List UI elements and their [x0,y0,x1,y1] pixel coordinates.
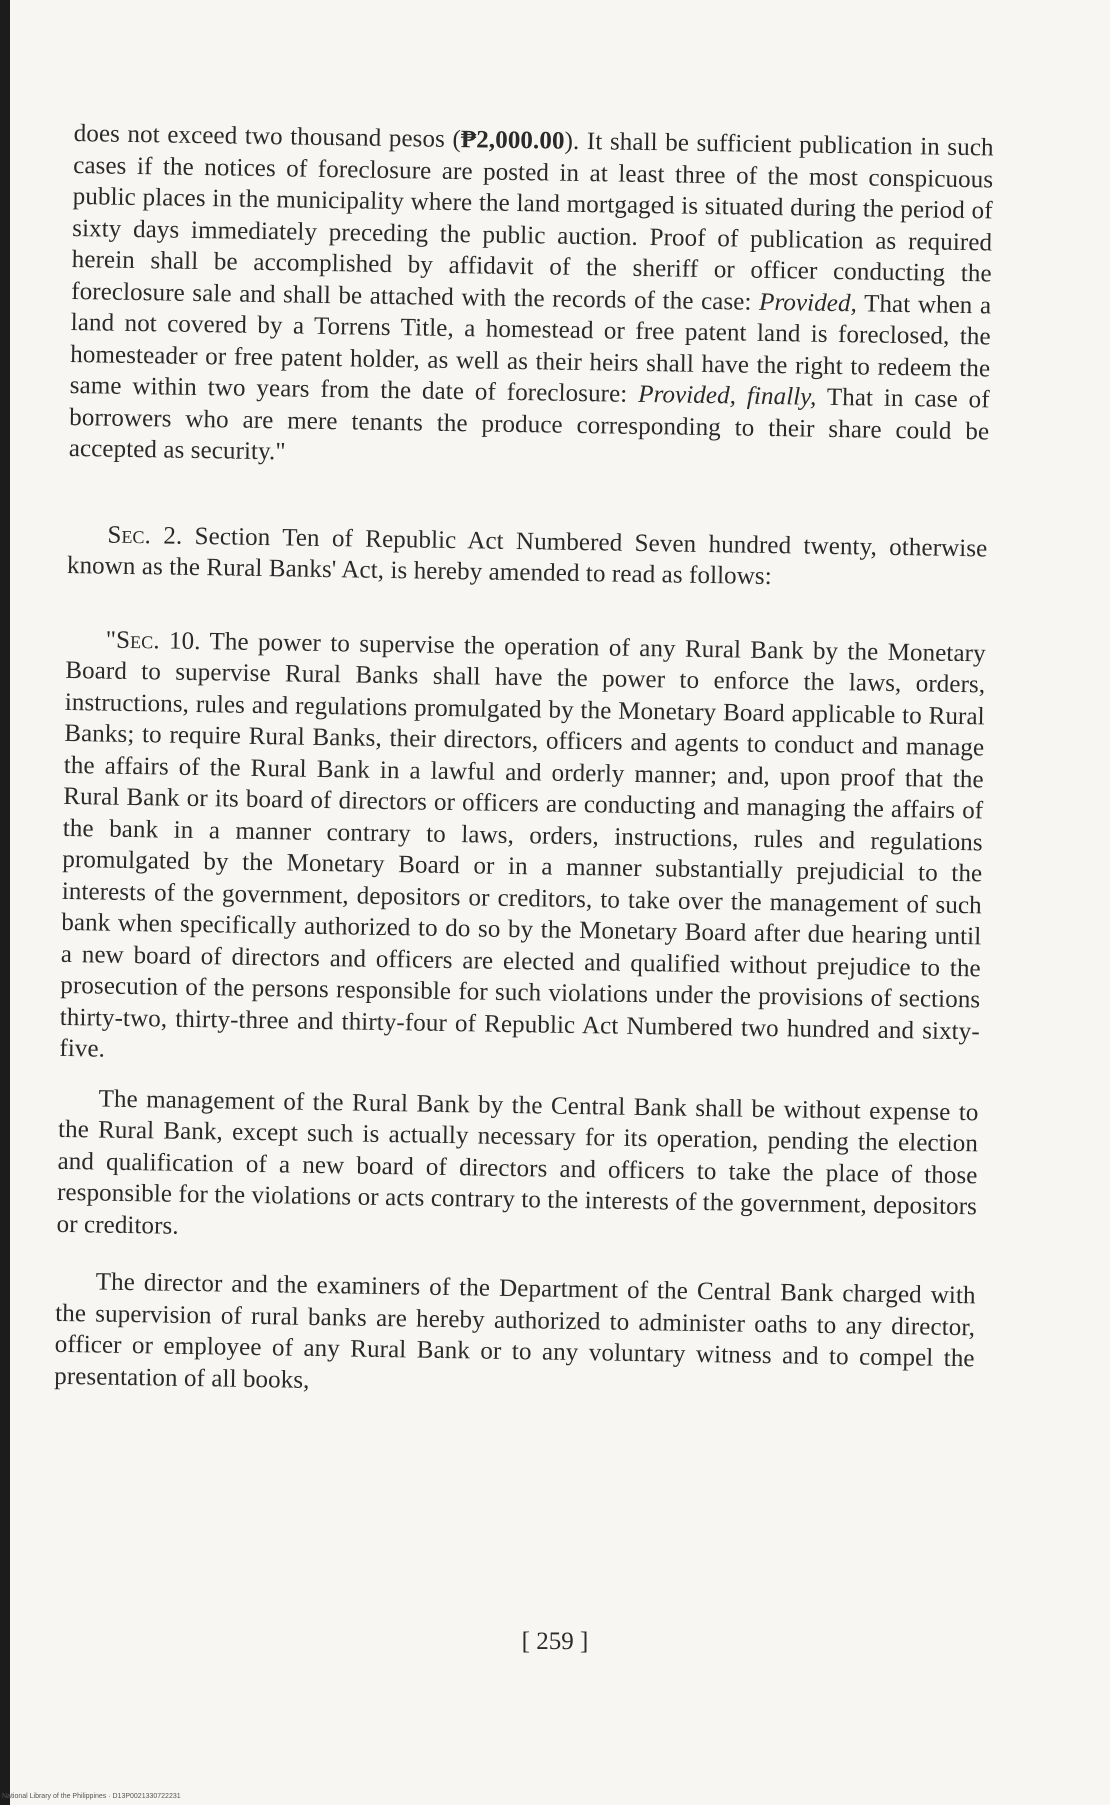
paragraph-1-text-b: ). It shall be sufficient publication in such cases if the notices of foreclosure are posted in at least three of the most conspicuous public places in the municipality where the land mortgaged is situated during the period of sixty days immediately preceding the public auction. Proof of publication as required herein shall be accomplished by affidavit of the sheriff or officer conducting the foreclosure sale and shall be attached with the records of the case: [71,127,994,316]
section-10-paragraph [59,623,986,1078]
paragraph-1-text-a: does not exceed two thousand pesos ( [73,119,462,154]
paragraph-1-text-c: That when a land not covered by a Torrens Title, a homestead or free patent land is foreclosed, the homesteader or free patent holder, as well as their heirs shall have the right to redeem the same within two years from the date of foreclosure: [69,289,992,408]
section-10-label: Sec. 10. [115,626,201,655]
opening-quote: " [105,626,117,654]
section-2-label: Sec. 2. [107,521,183,550]
section-2-text: Section Ten of Republic Act Numbered Seven hundred twenty, otherwise known as the Rural Banks' Act, is hereby amended to read as follows: [66,522,988,591]
proviso-provided-finally: Provided, finally, [637,380,817,411]
paragraph-1-text-d: That in case of borrowers who are mere tenants the produce corresponding to their share could be accepted as security." [68,383,990,466]
amount-figure: ₱2,000.00 [460,126,565,155]
management-paragraph: The management of the Rural Bank by the Central Bank shall be without expense to the Rural Bank, except such is actually necessary for its operation, pending the election and qualification of a new board of directors and officers to take the place of those responsible for the violations or acts contrary to the interests of the government, depositors or creditors. [56,1085,979,1240]
page-number: [ 259 ] [521,1628,589,1655]
section-10-text: The power to supervise the operation of any Rural Bank by the Monetary Board to supervise Rural Banks shall have the power to enforce the laws, orders, instructions, rules and regulations promulgated by the Monetary Board applicable to Rural Banks; to require Rural Banks, their directors, officers and agents to conduct and manage the affairs of the Rural Bank in a lawful and orderly manner; and, upon proof that the Rural Bank or its board of directors or officers are conducting and managing the affairs of the bank in a manner contrary to laws, orders, instructions, rules and regulations promulgated by the Monetary Board or in a manner substantially prejudicial to the interests of the government, depositors or creditors, to take over the management of such bank when specifically authorized to do so by the Monetary Board after due hearing until a new board of directors and officers are elected and qualified without prejudice to the prosecution of the persons responsible for such violations under the provisions of sections thirty-two, thirty-three and thirty-four of Republic Act Numbered two hundred and sixty-five. [59,627,986,1063]
footer-credit: National Library of the Philippines · D13P0021330722231 [2,1793,181,1800]
section-2-paragraph [67,518,988,595]
paragraph-continuation [69,118,994,479]
proviso-provided: Provided, [758,288,858,317]
page-binding-edge [0,0,10,1805]
page-body [54,118,994,1406]
examiners-paragraph: The director and the examiners of the Department of the Central Bank charged with the supervision of rural banks are hereby authorized to administer oaths to any director, officer or employee of any Rural Bank or to any voluntary witness and to compel the presentation of all books, [54,1268,976,1394]
